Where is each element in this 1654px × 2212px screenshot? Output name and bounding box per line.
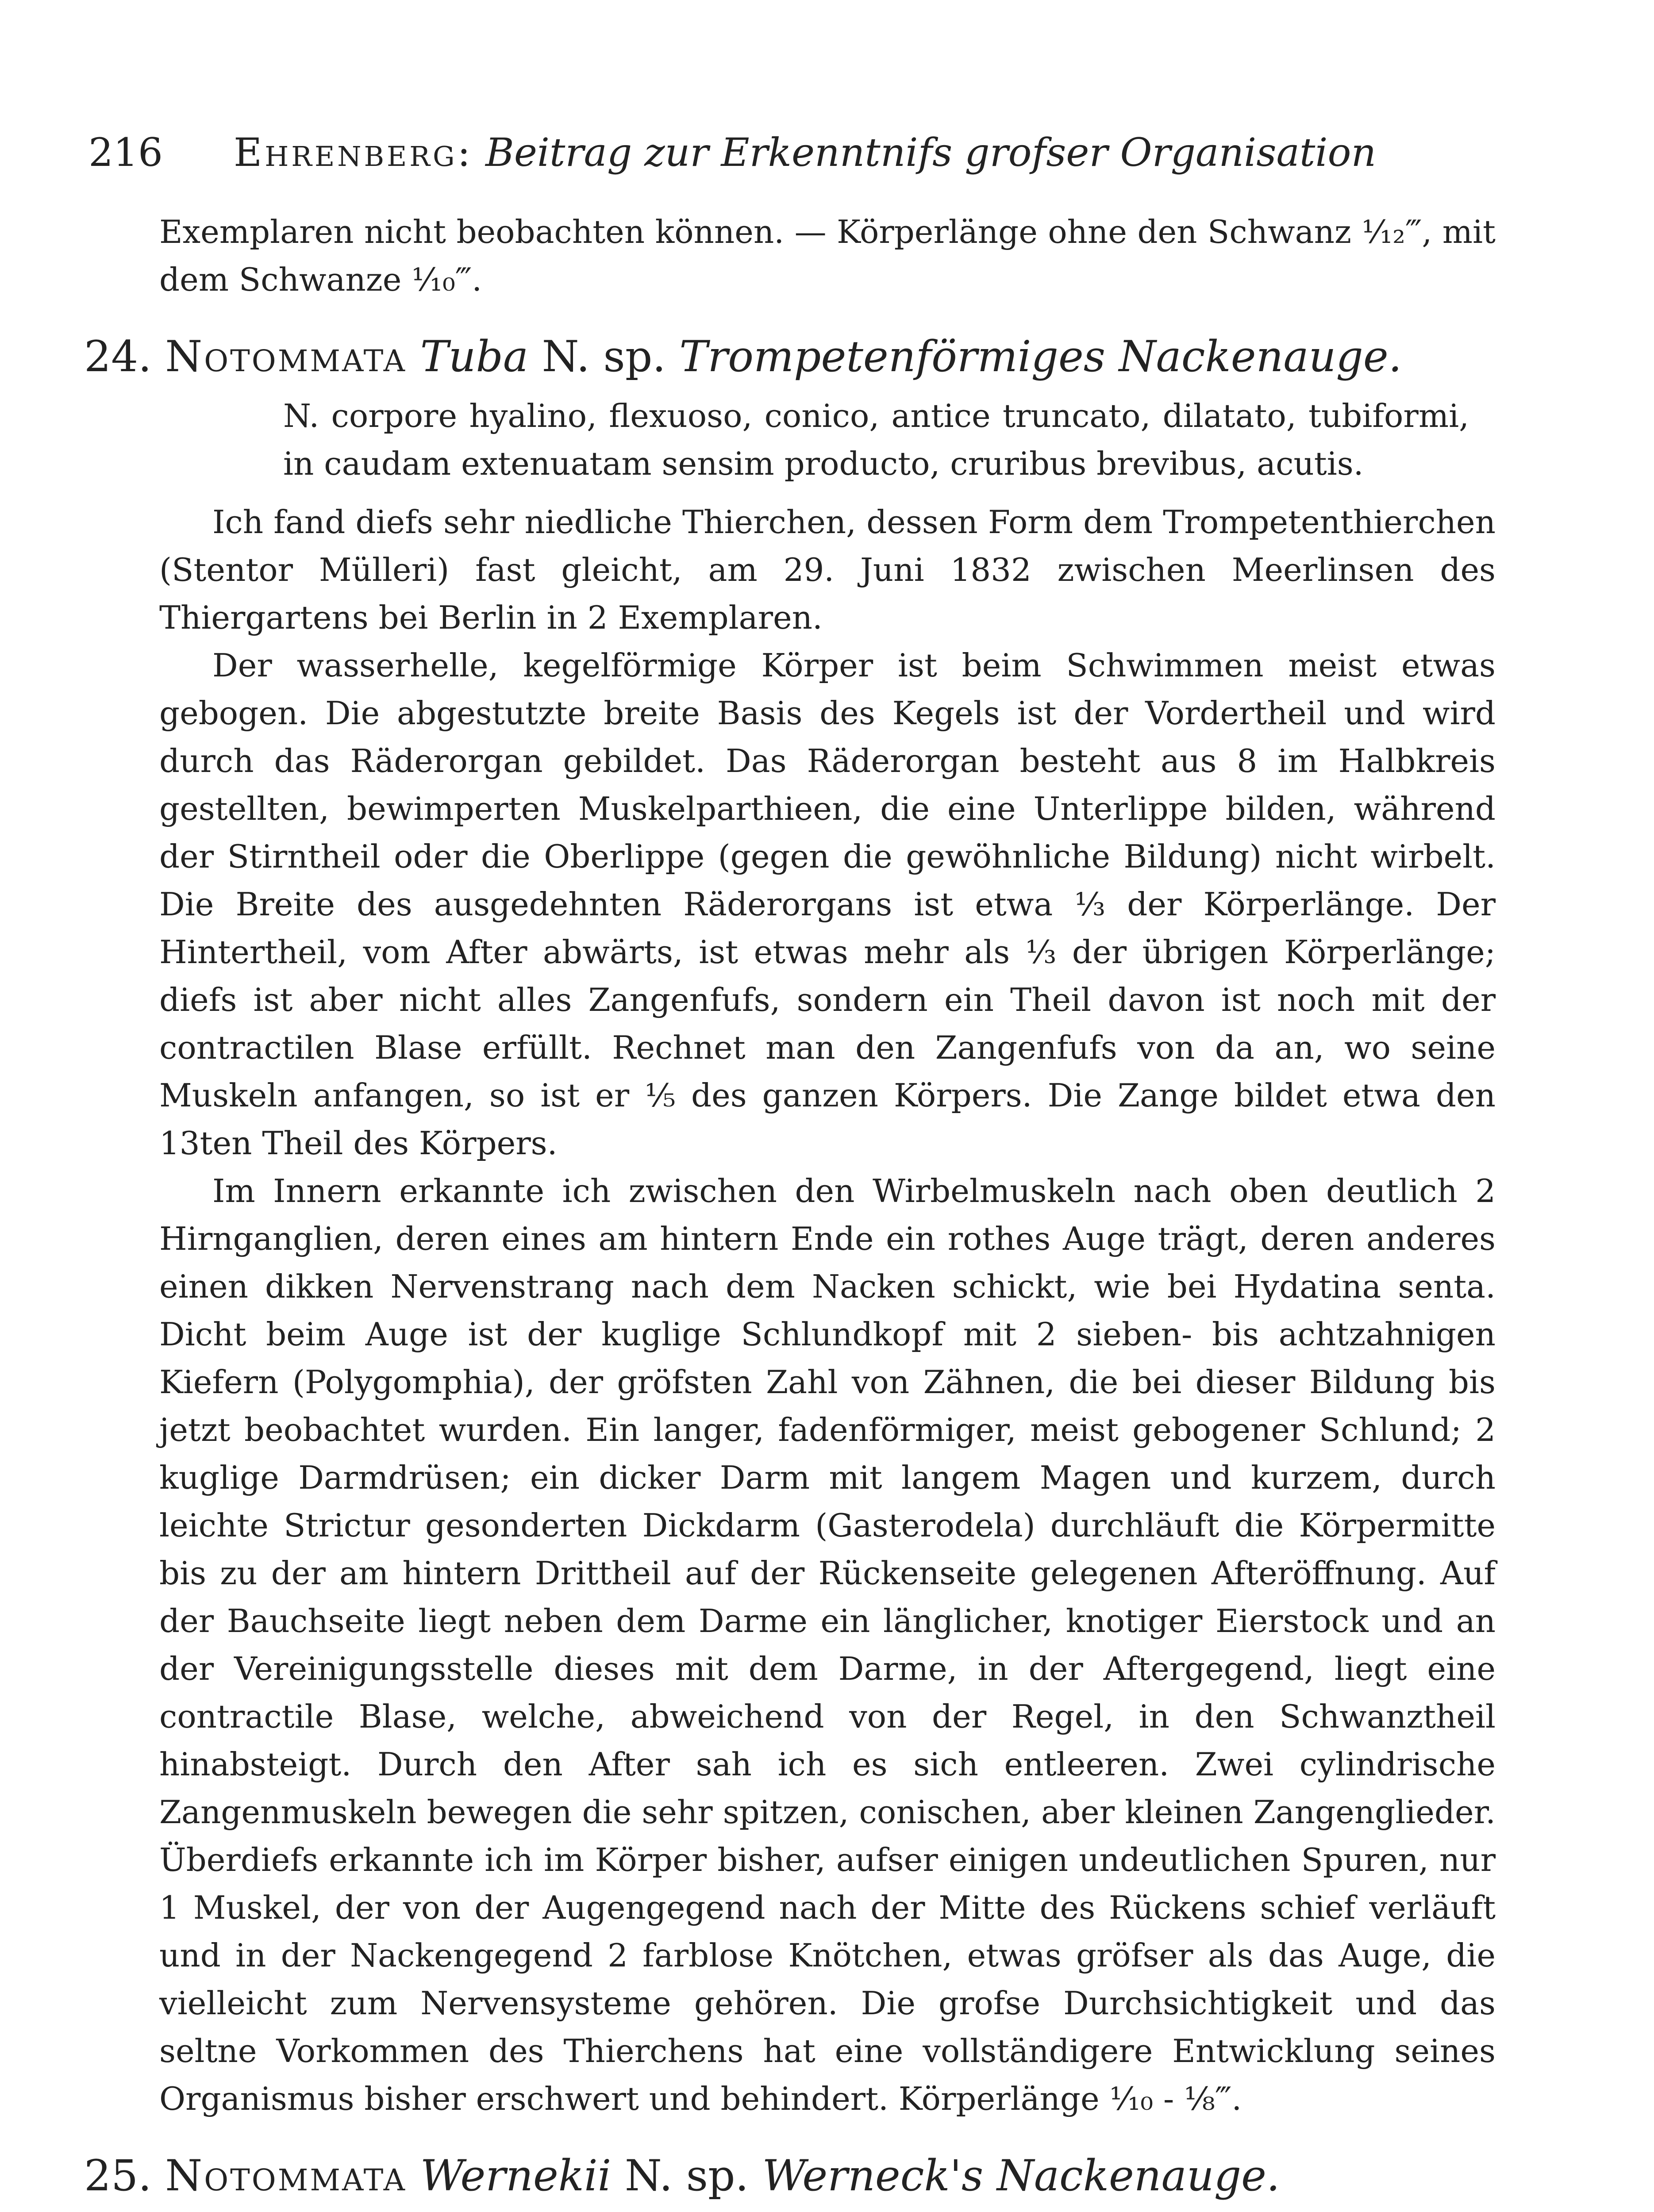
species-number: 24. xyxy=(84,332,152,381)
species-nsp: N. sp. xyxy=(542,332,666,381)
intro-paragraph: Exemplaren nicht beobachten können. — Körperlänge ohne den Schwanz ¹⁄₁₂‴, mit dem Schwanze ¹⁄₁₀‴. xyxy=(159,213,1496,298)
species-genus: Notommata xyxy=(165,332,407,381)
species-genus: Notommata xyxy=(165,2151,407,2200)
species-nsp: N. sp. xyxy=(624,2151,749,2200)
page-number: 216 xyxy=(88,130,163,175)
header-author: Ehrenberg: xyxy=(233,130,473,175)
species-epithet: Tuba xyxy=(420,332,529,381)
header-title: Beitrag zur Erkenntnifs grofser Organisation xyxy=(485,130,1377,175)
page-body xyxy=(84,208,1496,2212)
species-heading-25 xyxy=(84,2145,1496,2207)
species-number: 25. xyxy=(84,2151,152,2200)
species-german-name: Trompetenförmiges Nackenauge. xyxy=(679,332,1402,381)
paragraph-24-3: Im Innern erkannte ich zwischen den Wirbelmuskeln nach oben deutlich 2 Hirnganglien, deren eines am hintern Ende ein rothes Auge trägt, deren anderes einen dikken Nervenstrang nach dem Nacken schickt, wie bei Hydatina senta. Dicht beim Auge ist der kuglige Schlundkopf mit 2 sieben- bis achtzahnigen Kiefern (Polygomphia), der gröfsten Zahl von Zähnen, die bei dieser Bildung bis jetzt beobachtet wurden. Ein langer, fadenförmiger, meist gebogener Schlund; 2 kuglige Darmdrüsen; ein dicker Darm mit langem Magen und kurzem, durch leichte Strictur gesonderten Dickdarm (Gasterodela) durchläuft die Körpermitte bis zu der am hintern Drittheil auf der Rückenseite gelegenen Afteröffnung. Auf der Bauchseite liegt neben dem Darme ein länglicher, knotiger Eierstock und an der Vereinigungsstelle dieses mit dem Darme, in der Aftergegend, liegt eine contractile Blase, welche, abweichend von der Regel, in den Schwanztheil hinabsteigt. Durch den After sah ich es sich entleeren. Zwei cylindrische Zangenmuskeln bewegen die sehr spitzen, conischen, aber kleinen Zangenglieder. Überdiefs erkannte ich im Körper bisher, aufser einigen undeutlichen Spuren, nur 1 Muskel, der von der Augengegend nach der Mitte des Rückens schief verläuft und in der Nackengegend 2 farblose Knötchen, etwas gröfser als das Auge, die vielleicht zum Nervensysteme gehören. Die grofse Durchsichtigkeit und das seltne Vorkommen des Thierchens hat eine vollständigere Entwicklung seines Organismus bisher erschwert und behindert. Körperlänge ¹⁄₁₀ - ⅛‴. xyxy=(159,1172,1496,2117)
paragraph-24-1: Ich fand diefs sehr niedliche Thierchen, dessen Form dem Trompetenthierchen (Stentor Mülleri) fast gleicht, am 29. Juni 1832 zwischen Meerlinsen des Thiergartens bei Berlin in 2 Exemplaren. xyxy=(159,503,1496,636)
species-heading-24 xyxy=(84,326,1496,388)
running-head xyxy=(88,126,1549,179)
paragraph-24-2: Der wasserhelle, kegelförmige Körper ist beim Schwimmen meist etwas gebogen. Die abgestutzte breite Basis des Kegels ist der Vordertheil und wird durch das Räderorgan gebildet. Das Räderorgan besteht aus 8 im Halbkreis gestellten, bewimperten Muskelparthieen, die eine Unterlippe bilden, während der Stirntheil oder die Oberlippe (gegen die gewöhnliche Bildung) nicht wirbelt. Die Breite des ausgedehnten Räderorgans ist etwa ⅓ der Körperlänge. Der Hintertheil, vom After abwärts, ist etwas mehr als ⅓ der übrigen Körperlänge; diefs ist aber nicht alles Zangenfufs, sondern ein Theil davon ist noch mit der contractilen Blase erfüllt. Rechnet man den Zangenfufs von da an, wo seine Muskeln anfangen, so ist er ⅕ des ganzen Körpers. Die Zange bildet etwa den 13ten Theil des Körpers. xyxy=(159,647,1496,1162)
species-german-name: Werneck's Nackenauge. xyxy=(762,2151,1280,2200)
species-epithet: Wernekii xyxy=(420,2151,612,2200)
species-diagnosis-24: N. corpore hyalino, flexuoso, conico, antice truncato, dilatato, tubiformi, in caudam extenuatam sensim producto, cruribus brevibus, acutis. xyxy=(283,397,1469,482)
